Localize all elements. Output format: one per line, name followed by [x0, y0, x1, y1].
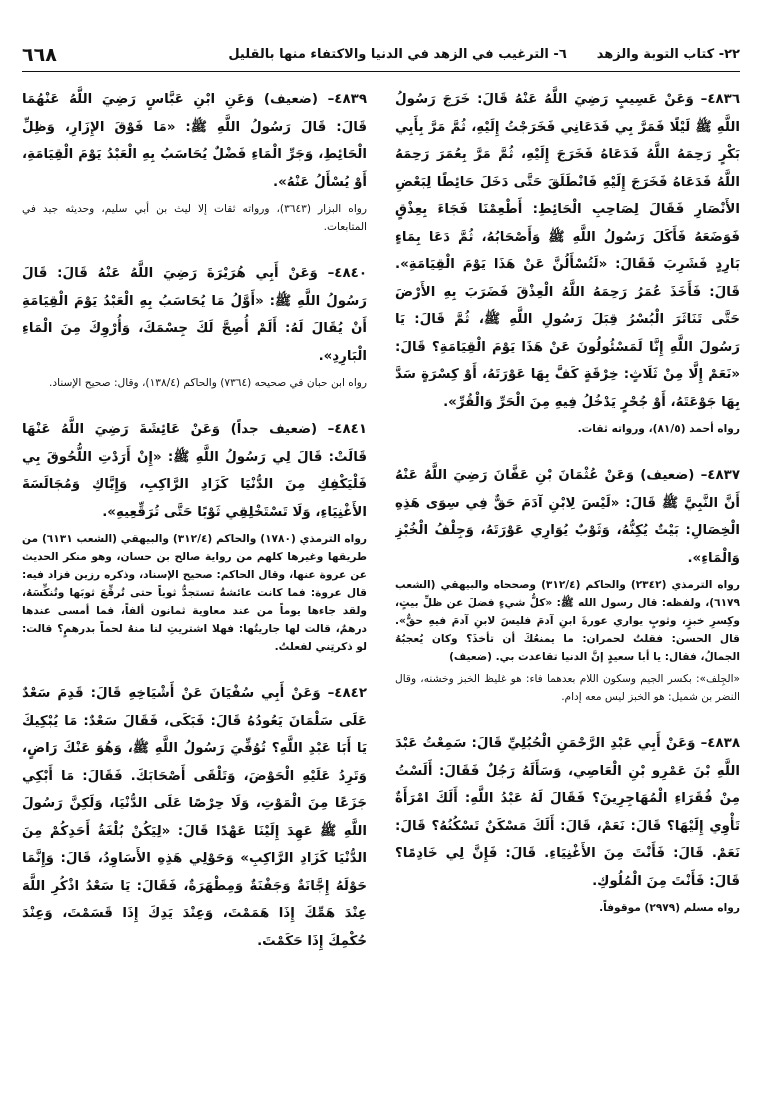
- hadith-text: ٤٨٣٩– (ضعيف) وَعَنِ ابْنِ عَبَّاسٍ رَضِيَ اللَّهُ عَنْهُمَا قَالَ: قَالَ رَسُولُ اللَّهِ ﷺ: «مَا فَوْقَ الإِزَارِ، وَظِلِّ الْحَائِطِ، وَجَرِّ الْمَاءِ فَضْلٌ يُحَاسَبُ بِهِ الْعَبْدُ يَوْمَ الْقِيَامَةِ، أَوْ يُسْأَلُ عَنْهُ».: [22, 92, 367, 190]
- hadith-source-note: رواه الترمذي (١٧٨٠) والحاكم (٣١٢/٤) والبيهقي (الشعب ٦١٣١) من طريقها وغيرها كلهم من رواية صالح بن حسان، وهو منكر الحديث عن عروة عنها، وقال الحاكم: صحيح الإسناد، وذكره رزين فزاد فيه: قال عروة: فما كانت عائشةُ تستجدُّ ثوباً حتى تُرقِّعَ ثوبَها وتُنكِّسَهُ، ولقد جاءها يوماً من عند معاوية ثمانون ألفاً، فما أمسى عندها درهمٌ، قالت لها جاريتُها: فهلا اشتريتِ لنا منهُ لحماً بدرهمٍ؟ قالت: لو ذكرتِني لفعلتُ.: [22, 533, 367, 653]
- hadith-4841: [22, 416, 367, 656]
- hadith-number: ٤٨٤٢: [334, 686, 367, 701]
- hadith-number: ٤٨٤١: [334, 422, 367, 437]
- hadith-number: ٤٨٣٨: [707, 736, 740, 751]
- hadith-number: ٤٨٣٦: [707, 92, 740, 107]
- hadith-gloss-note: «الجِلف»: بكسر الجيم وسكون اللام بعدهما فاء: هو غليظ الخبز وخشنه، وقال النضر بن شميل: هو الخبز ليس معه إدام.: [395, 673, 740, 703]
- book-page: [22, 38, 740, 1078]
- page-number: ٦٦٨: [22, 43, 57, 66]
- hadith-text: ٤٨٤١– (ضعيف جداً) وَعَنْ عَائِشَةَ رَضِيَ اللَّهُ عَنْهَا قَالَتْ: قَالَ لِي رَسُولُ اللَّهِ ﷺ: «إِنْ أَرَدْتِ اللُّحُوقَ بِي فَلْيَكْفِكِ مِنَ الدُّنْيَا كَزَادِ الرَّاكِبِ، وَإِيَّاكِ وَمُجَالَسَةَ الأَغْنِيَاءِ، وَلَا تَسْتَخْلِقِي ثَوْبًا حَتَّى تُرَقِّعِيهِ».: [22, 422, 367, 520]
- book-title: ٢٢- كتاب التوبة والزهد: [596, 47, 740, 62]
- hadith-grade: (ضعيف): [640, 468, 695, 483]
- page-header: [22, 38, 740, 72]
- hadith-body: وَعَنْ أَبِي هُرَيْرَةَ رَضِيَ اللَّهُ عَنْهُ قَالَ: قَالَ رَسُولُ اللَّهِ ﷺ: «أَوَّلُ مَا يُحَاسَبُ بِهِ الْعَبْدُ يَوْمَ الْقِيَامَةِ أَنْ يُقَالَ لَهُ: أَلَمْ أُصِحَّ لَكَ جِسْمَكَ، وَأُرْوِكَ مِنَ الْمَاءِ الْبَارِدِ».: [22, 266, 367, 364]
- running-title: [228, 47, 740, 62]
- hadith-source-note: رواه ابن حبان في صحيحه (٧٣٦٤) والحاكم (١٣٨/٤)، وقال: صحيح الإسناد.: [49, 377, 367, 389]
- hadith-4840: [22, 260, 367, 392]
- right-column: [395, 86, 740, 1076]
- hadith-grade: (ضعيف جداً): [230, 422, 318, 437]
- hadith-text: ٤٨٣٧– (ضعيف) وَعَنْ عُثْمَانَ بْنِ عَفَّانَ رَضِيَ اللَّهُ عَنْهُ أَنَّ النَّبِيَّ ﷺ قَالَ: «لَيْسَ لِابْنِ آدَمَ حَقٌّ فِي سِوَى هَذِهِ الْخِصَالِ: بَيْتٌ يُكِنُّهُ، وَثَوْبٌ يُوَارِي عَوْرَتَهُ، وَجِلْفُ الْخُبْزِ وَالْمَاءِ».: [395, 468, 740, 566]
- hadith-text: ٤٨٣٦– وَعَنْ عَسِيبٍ رَضِيَ اللَّهُ عَنْهُ قَالَ: خَرَجَ رَسُولُ اللَّهِ ﷺ لَيْلًا فَمَرَّ بِي فَدَعَانِي فَخَرَجْتُ إِلَيْهِ، ثُمَّ مَرَّ بِأَبِي بَكْرٍ رَحِمَهُ اللَّهُ فَدَعَاهُ فَخَرَجَ إِلَيْهِ، ثُمَّ مَرَّ بِعُمَرَ رَحِمَهُ اللَّهُ فَدَعَاهُ فَخَرَجَ إِلَيْهِ فَانْطَلَقَ حَتَّى دَخَلَ حَائِطًا لِبَعْضِ الأَنْصَارِ فَقَالَ لِصَاحِبِ الْحَائِطِ: أَطْعِمْنَا فَجَاءَ بِعِذْقٍ فَوَضَعَهُ فَأَكَلَ رَسُولُ اللَّهِ ﷺ وَأَصْحَابُهُ، ثُمَّ دَعَا بِمَاءٍ بَارِدٍ فَشَرِبَ فَقَالَ: «لَتُسْأَلُنَّ عَنْ هَذَا يَوْمَ الْقِيَامَةِ». قَالَ: فَأَخَذَ عُمَرُ رَحِمَهُ اللَّهُ الْعِذْقَ فَضَرَبَ بِهِ الأَرْضَ حَتَّى تَنَاثَرَ الْبُسْرُ قِبَلَ رَسُولِ اللَّهِ ﷺ، ثُمَّ قَالَ: يَا رَسُولَ اللَّهِ إِنَّا لَمَسْئُولُونَ عَنْ هَذَا يَوْمَ الْقِيَامَةِ؟ قَالَ: «نَعَمْ إِلَّا مِنْ ثَلَاثٍ: خِرْقَةٍ كَفَّ بِهَا عَوْرَتَهُ، أَوْ كِسْرَةٍ سَدَّ بِهَا جَوْعَتَهُ، أَوْ جُحْرٍ يَدْخُلُ فِيهِ مِنَ الْحَرِّ وَالْقُرِّ».: [395, 92, 740, 410]
- hadith-body: وَعَنْ عُثْمَانَ بْنِ عَفَّانَ رَضِيَ اللَّهُ عَنْهُ أَنَّ النَّبِيَّ ﷺ قَالَ: «لَيْسَ لِابْنِ آدَمَ حَقٌّ فِي سِوَى هَذِهِ الْخِصَالِ: بَيْتٌ يُكِنُّهُ، وَثَوْبٌ يُوَارِي عَوْرَتَهُ، وَجِلْفُ الْخُبْزِ وَالْمَاءِ».: [395, 468, 740, 566]
- hadith-text: ٤٨٤٢– وَعَنْ أَبِي سُفْيَانَ عَنْ أَشْيَاخِهِ قَالَ: قَدِمَ سَعْدٌ عَلَى سَلْمَانَ يَعُودُهُ قَالَ: فَبَكَى، فَقَالَ سَعْدٌ: مَا يُبْكِيكَ يَا أَبَا عَبْدِ اللَّهِ؟ تُوُفِّيَ رَسُولُ اللَّهِ ﷺ، وَهُوَ عَنْكَ رَاضٍ، وَتَرِدُ عَلَيْهِ الْحَوْضَ، وَتَلْقَى أَصْحَابَكَ. فَقَالَ: مَا أَبْكِي جَزَعًا مِنَ الْمَوْتِ، وَلَا حِرْصًا عَلَى الدُّنْيَا، وَلَكِنَّ رَسُولَ اللَّهِ ﷺ عَهِدَ إِلَيْنَا عَهْدًا قَالَ: «لِيَكُنْ بُلْغَةُ أَحَدِكُمْ مِنَ الدُّنْيَا كَزَادِ الرَّاكِبِ» وَحَوْلِي هَذِهِ الأَسَاوِدُ، قَالَ: وَإِنَّمَا حَوْلَهُ إِجَّانَةٌ وَجَفْنَةٌ وَمِطْهَرَةٌ، فَقَالَ: يَا سَعْدُ اذْكُرِ اللَّهَ عِنْدَ هَمِّكَ إِذَا هَمَمْتَ، وَعِنْدَ يَدِكَ إِذَا قَسَمْتَ، وَعِنْدَ حُكْمِكَ إِذَا حَكَمْتَ.: [22, 686, 367, 949]
- hadith-body: وَعَنْ عَسِيبٍ رَضِيَ اللَّهُ عَنْهُ قَالَ: خَرَجَ رَسُولُ اللَّهِ ﷺ لَيْلًا فَمَرَّ بِي فَدَعَانِي فَخَرَجْتُ إِلَيْهِ، ثُمَّ مَرَّ بِأَبِي بَكْرٍ رَحِمَهُ اللَّهُ فَدَعَاهُ فَخَرَجَ إِلَيْهِ، ثُمَّ مَرَّ بِعُمَرَ رَحِمَهُ اللَّهُ فَدَعَاهُ فَخَرَجَ إِلَيْهِ فَانْطَلَقَ حَتَّى دَخَلَ حَائِطًا لِبَعْضِ الأَنْصَارِ فَقَالَ لِصَاحِبِ الْحَائِطِ: أَطْعِمْنَا فَجَاءَ بِعِذْقٍ فَوَضَعَهُ فَأَكَلَ رَسُولُ اللَّهِ ﷺ وَأَصْحَابُهُ، ثُمَّ دَعَا بِمَاءٍ بَارِدٍ فَشَرِبَ فَقَالَ: «لَتُسْأَلُنَّ عَنْ هَذَا يَوْمَ الْقِيَامَةِ». قَالَ: فَأَخَذَ عُمَرُ رَحِمَهُ اللَّهُ الْعِذْقَ فَضَرَبَ بِهِ الأَرْضَ حَتَّى تَنَاثَرَ الْبُسْرُ قِبَلَ رَسُولِ اللَّهِ ﷺ، ثُمَّ قَالَ: يَا رَسُولَ اللَّهِ إِنَّا لَمَسْئُولُونَ عَنْ هَذَا يَوْمَ الْقِيَامَةِ؟ قَالَ: «نَعَمْ إِلَّا مِنْ ثَلَاثٍ: خِرْقَةٍ كَفَّ بِهَا عَوْرَتَهُ، أَوْ كِسْرَةٍ سَدَّ بِهَا جَوْعَتَهُ، أَوْ جُحْرٍ يَدْخُلُ فِيهِ مِنَ الْحَرِّ وَالْقُرِّ».: [395, 92, 740, 410]
- hadith-text: ٤٨٤٠– وَعَنْ أَبِي هُرَيْرَةَ رَضِيَ اللَّهُ عَنْهُ قَالَ: قَالَ رَسُولُ اللَّهِ ﷺ: «أَوَّلُ مَا يُحَاسَبُ بِهِ الْعَبْدُ يَوْمَ الْقِيَامَةِ أَنْ يُقَالَ لَهُ: أَلَمْ أُصِحَّ لَكَ جِسْمَكَ، وَأُرْوِكَ مِنَ الْمَاءِ الْبَارِدِ».: [22, 266, 367, 364]
- hadith-body: وَعَنِ ابْنِ عَبَّاسٍ رَضِيَ اللَّهُ عَنْهُمَا قَالَ: قَالَ رَسُولُ اللَّهِ ﷺ: «مَا فَوْقَ الإِزَارِ، وَظِلِّ الْحَائِطِ، وَجَرِّ الْمَاءِ فَضْلٌ يُحَاسَبُ بِهِ الْعَبْدُ يَوْمَ الْقِيَامَةِ، أَوْ يُسْأَلُ عَنْهُ».: [22, 92, 367, 190]
- hadith-number: ٤٨٣٧: [707, 468, 740, 483]
- hadith-4839: [22, 86, 367, 236]
- hadith-source-note: رواه مسلم (٢٩٧٩) موقوفاً.: [599, 902, 740, 914]
- hadith-body: وَعَنْ عَائِشَةَ رَضِيَ اللَّهُ عَنْهَا قَالَتْ: قَالَ لِي رَسُولُ اللَّهِ ﷺ: «إِنْ أَرَدْتِ اللُّحُوقَ بِي فَلْيَكْفِكِ مِنَ الدُّنْيَا كَزَادِ الرَّاكِبِ، وَإِيَّاكِ وَمُجَالَسَةَ الأَغْنِيَاءِ، وَلَا تَسْتَخْلِقِي ثَوْبًا حَتَّى تُرَقِّعِيهِ».: [22, 422, 367, 520]
- left-column: [22, 86, 367, 1076]
- hadith-4842: [22, 680, 367, 955]
- hadith-text: ٤٨٣٨– وَعَنْ أَبِي عَبْدِ الرَّحْمَنِ الْحُبُلِيِّ قَالَ: سَمِعْتُ عَبْدَ اللَّهِ بْنَ عَمْرِو بْنِ الْعَاصِي، وَسَأَلَهُ رَجُلٌ فَقَالَ: أَلَسْتُ مِنْ فُقَرَاءِ الْمُهَاجِرِينَ؟ فَقَالَ لَهُ عَبْدُ اللَّهِ: أَلَكَ امْرَأَةٌ تَأْوِي إِلَيْهَا؟ قَالَ: نَعَمْ، قَالَ: أَلَكَ مَسْكَنٌ تَسْكُنُهُ؟ قَالَ: نَعَمْ. قَالَ: فَأَنْتَ مِنَ الأَغْنِيَاءِ. قَالَ: فَإِنَّ لِي خَادِمًا؟ قَالَ: فَأَنْتَ مِنَ الْمُلُوكِ.: [395, 736, 740, 889]
- hadith-number: ٤٨٣٩: [334, 92, 367, 107]
- hadith-body: وَعَنْ أَبِي سُفْيَانَ عَنْ أَشْيَاخِهِ قَالَ: قَدِمَ سَعْدٌ عَلَى سَلْمَانَ يَعُودُهُ قَالَ: فَبَكَى، فَقَالَ سَعْدٌ: مَا يُبْكِيكَ يَا أَبَا عَبْدِ اللَّهِ؟ تُوُفِّيَ رَسُولُ اللَّهِ ﷺ، وَهُوَ عَنْكَ رَاضٍ، وَتَرِدُ عَلَيْهِ الْحَوْضَ، وَتَلْقَى أَصْحَابَكَ. فَقَالَ: مَا أَبْكِي جَزَعًا مِنَ الْمَوْتِ، وَلَا حِرْصًا عَلَى الدُّنْيَا، وَلَكِنَّ رَسُولَ اللَّهِ ﷺ عَهِدَ إِلَيْنَا عَهْدًا قَالَ: «لِيَكُنْ بُلْغَةُ أَحَدِكُمْ مِنَ الدُّنْيَا كَزَادِ الرَّاكِبِ» وَحَوْلِي هَذِهِ الأَسَاوِدُ، قَالَ: وَإِنَّمَا حَوْلَهُ إِجَّانَةٌ وَجَفْنَةٌ وَمِطْهَرَةٌ، فَقَالَ: يَا سَعْدُ اذْكُرِ اللَّهَ عِنْدَ هَمِّكَ إِذَا هَمَمْتَ، وَعِنْدَ يَدِكَ إِذَا قَسَمْتَ، وَعِنْدَ حُكْمِكَ إِذَا حَكَمْتَ.: [22, 686, 367, 949]
- hadith-source-note: رواه البزار (٣٦٤٣)، ورواته ثقات إلا ليث بن أبي سليم، وحديثه جيد في المتابعات.: [22, 203, 367, 233]
- hadith-4837: [395, 462, 740, 706]
- hadith-number: ٤٨٤٠: [334, 266, 367, 281]
- hadith-4836: [395, 86, 740, 438]
- hadith-grade: (ضعيف): [263, 92, 318, 107]
- hadith-body: وَعَنْ أَبِي عَبْدِ الرَّحْمَنِ الْحُبُلِيِّ قَالَ: سَمِعْتُ عَبْدَ اللَّهِ بْنَ عَمْرِو بْنِ الْعَاصِي، وَسَأَلَهُ رَجُلٌ فَقَالَ: أَلَسْتُ مِنْ فُقَرَاءِ الْمُهَاجِرِينَ؟ فَقَالَ لَهُ عَبْدُ اللَّهِ: أَلَكَ امْرَأَةٌ تَأْوِي إِلَيْهَا؟ قَالَ: نَعَمْ، قَالَ: أَلَكَ مَسْكَنٌ تَسْكُنُهُ؟ قَالَ: نَعَمْ. قَالَ: فَأَنْتَ مِنَ الأَغْنِيَاءِ. قَالَ: فَإِنَّ لِي خَادِمًا؟ قَالَ: فَأَنْتَ مِنَ الْمُلُوكِ.: [395, 736, 740, 889]
- hadith-4838: [395, 730, 740, 917]
- chapter-title: ٦- الترغيب في الزهد في الدنيا والاكتفاء منها بالقليل: [228, 47, 567, 62]
- hadith-source-note: رواه أحمد (٨١/٥)، ورواته ثقات.: [577, 423, 740, 435]
- hadith-source-note: رواه الترمذي (٢٣٤٢) والحاكم (٣١٢/٤) وصححاه والبيهقي (الشعب ٦١٧٩)، ولفظه: قال رسول الله ﷺ: «كلُّ شيءٍ فضلَ عن ظلِّ بيتٍ، وكِسرِ خبزٍ، وثوبٍ يواري عورةَ ابنِ آدمَ فليسَ لابنِ آدمَ فيهِ حقٌّ». قال الحسن: فقلتُ لحمران: ما يمنعُكَ أن تأخذَ؟ وكان يُعجبُهُ الجمالُ، فقال: يا أبا سعيدٍ إنَّ الدنيا تقاعدت بي. (ضعيف): [395, 579, 740, 663]
